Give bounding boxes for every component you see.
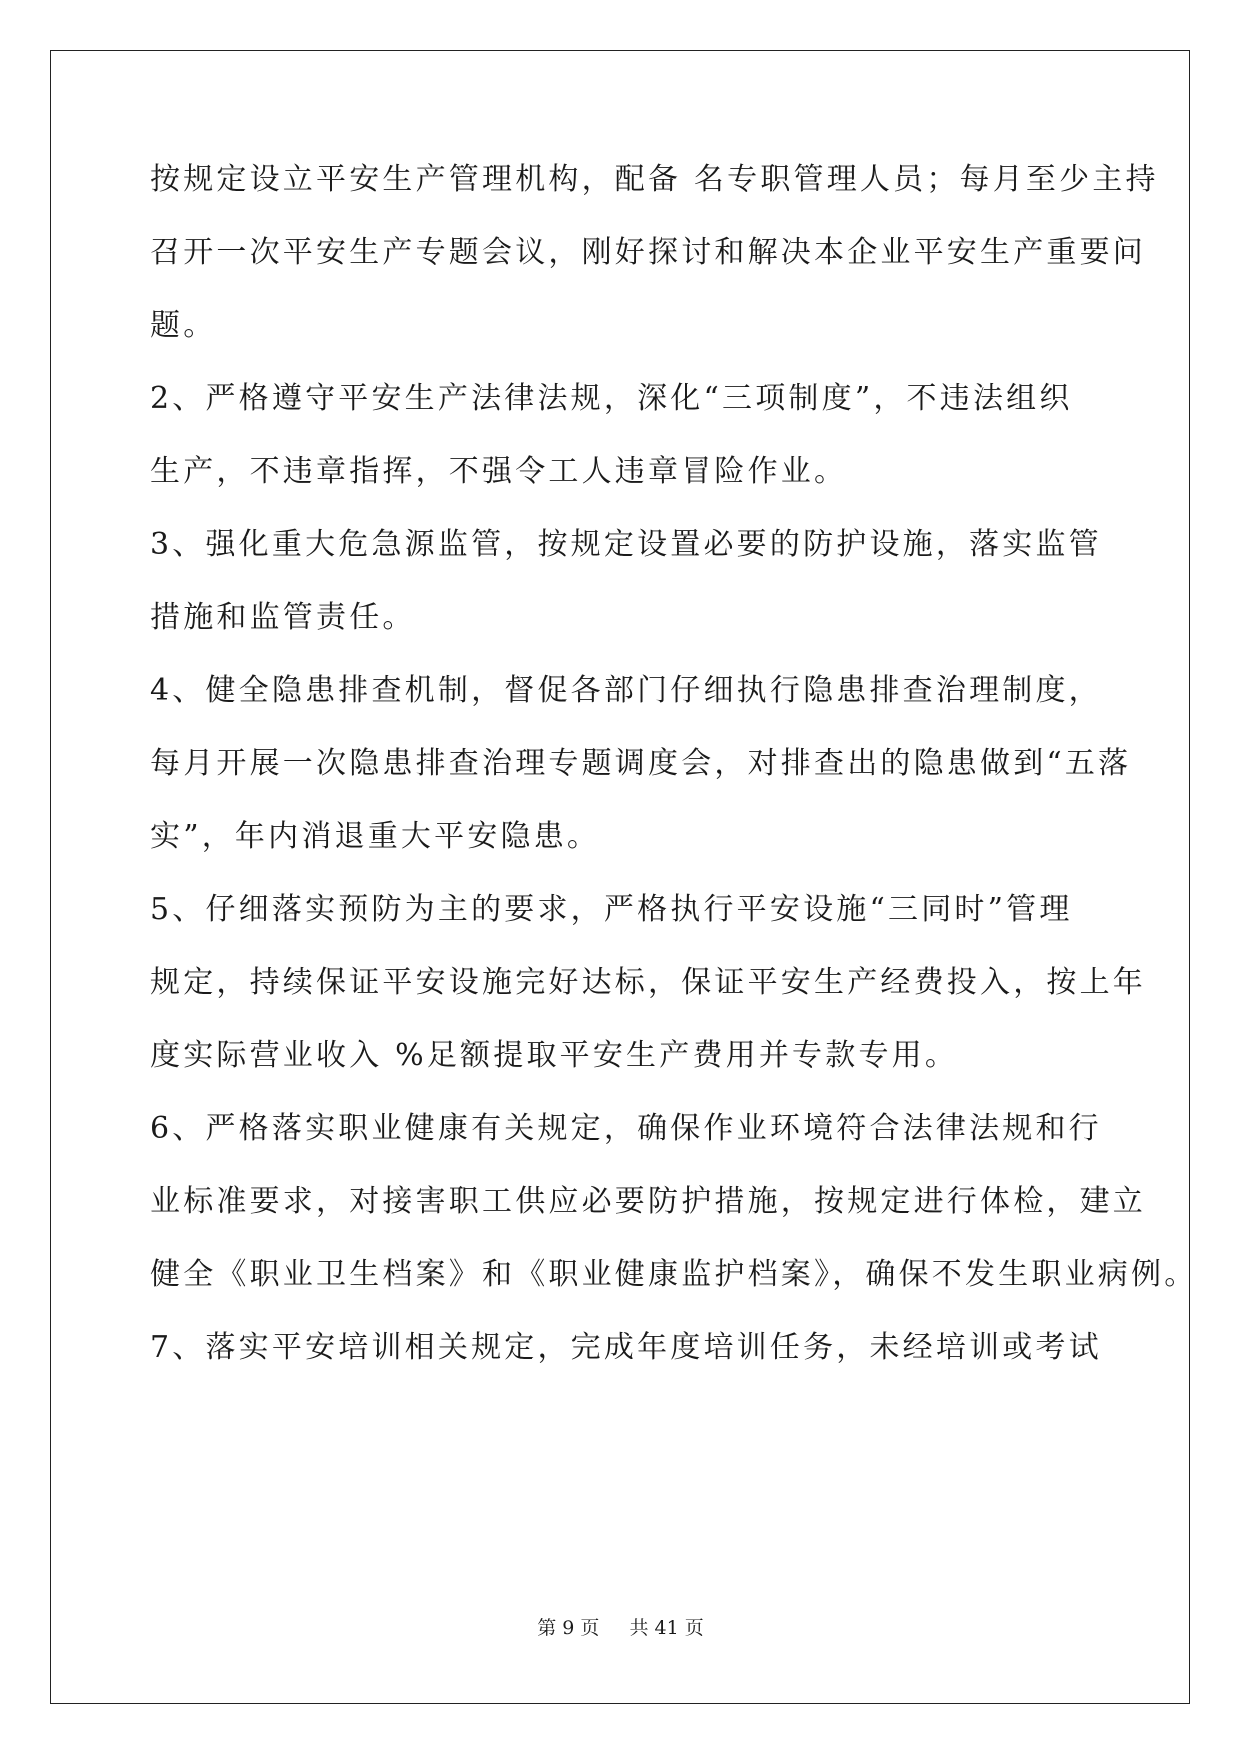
text-line: 按规定设立平安生产管理机构，配备 名专职管理人员；每月至少主持 <box>150 162 1159 197</box>
text-line: 生产，不违章指挥，不强令工人违章冒险作业。 <box>150 454 848 489</box>
text-line: 召开一次平安生产专题会议，刚好探讨和解决本企业平安生产重要问 <box>150 235 1146 270</box>
text-line: 2、严格遵守平安生产法律法规，深化“三项制度”，不违法组织 <box>150 381 1073 416</box>
text-line: 每月开展一次隐患排查治理专题调度会，对排查出的隐患做到“五落 <box>150 746 1132 781</box>
text-line: 7、落实平安培训相关规定，完成年度培训任务，未经培训或考试 <box>150 1330 1102 1365</box>
text-line: 5、仔细落实预防为主的要求，严格执行平安设施“三同时”管理 <box>150 892 1073 927</box>
page-footer <box>0 1616 1241 1640</box>
page-number: 第 9 页 <box>537 1617 600 1639</box>
text-line: 业标准要求，对接害职工供应必要防护措施，按规定进行体检，建立 <box>150 1184 1146 1219</box>
page-border <box>50 50 1190 1704</box>
text-line: 度实际营业收入 %足额提取平安生产费用并专款专用。 <box>150 1038 959 1073</box>
text-line: 题。 <box>150 308 217 343</box>
page-total: 共 41 页 <box>629 1617 704 1639</box>
text-line: 6、严格落实职业健康有关规定，确保作业环境符合法律法规和行 <box>150 1111 1102 1146</box>
text-line: 3、强化重大危急源监管，按规定设置必要的防护设施，落实监管 <box>150 527 1102 562</box>
text-line: 规定，持续保证平安设施完好达标，保证平安生产经费投入，按上年 <box>150 965 1146 1000</box>
text-line: 4、健全隐患排查机制，督促各部门仔细执行隐患排查治理制度， <box>150 673 1102 708</box>
text-line: 措施和监管责任。 <box>150 600 416 635</box>
text-line: 实”，年内消退重大平安隐患。 <box>150 819 601 854</box>
text-line: 健全《职业卫生档案》和《职业健康监护档案》，确保不发生职业病例。 <box>150 1257 1198 1292</box>
